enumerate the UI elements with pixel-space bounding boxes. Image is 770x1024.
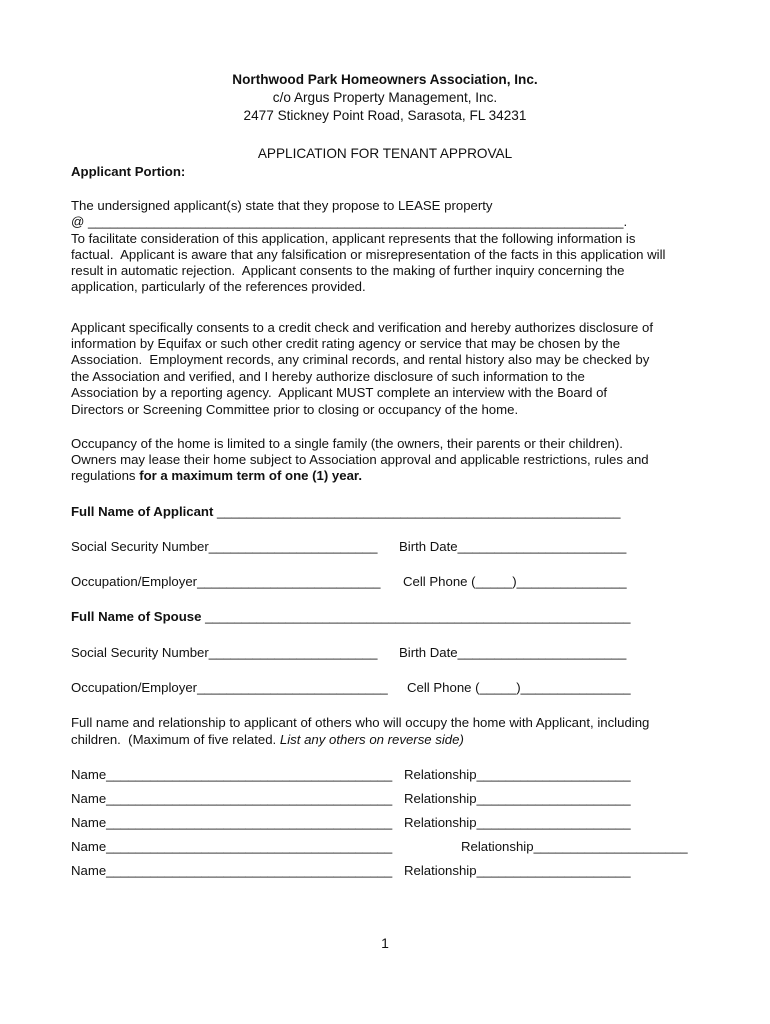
occupant-name-field[interactable]: Name_______________________________________ — [71, 767, 393, 782]
occupancy-line-text: regulations — [71, 468, 140, 483]
intro-line: The undersigned applicant(s) state that they propose to LEASE property — [71, 198, 493, 213]
intro-line: application, particularly of the references provided. — [71, 279, 366, 294]
org-name: Northwood Park Homeowners Association, Inc. — [232, 72, 538, 87]
occupants-line — [71, 731, 464, 748]
applicant-full-name-label: Full Name of Applicant — [71, 504, 214, 519]
applicant-full-name-field[interactable] — [71, 503, 620, 520]
occupant-name-field[interactable]: Name_______________________________________ — [71, 791, 393, 806]
spouse-cell-phone-field[interactable]: Cell Phone (_____)_______________ — [407, 680, 631, 695]
consent-line: Association. Employment records, any criminal records, and rental history also may be checked by — [71, 352, 650, 367]
spouse-full-name-field[interactable] — [71, 608, 631, 625]
consent-line: Association by a reporting agency. Applicant MUST complete an interview with the Board of — [71, 385, 608, 400]
occupant-relationship-field[interactable]: Relationship_____________________ — [404, 863, 631, 878]
reverse-side-note: List any others on reverse side) — [279, 732, 464, 747]
intro-line: result in automatic rejection. Applicant consents to the making of further inquiry concerning the — [71, 263, 625, 278]
property-address-blank[interactable]: @ _________________________________________________________________________. — [71, 214, 628, 229]
page-number: 1 — [381, 935, 389, 951]
occupancy-line — [71, 467, 362, 484]
occupant-relationship-field[interactable]: Relationship_____________________ — [404, 815, 631, 830]
occupant-relationship-field[interactable]: Relationship_____________________ — [404, 791, 631, 806]
consent-line: Applicant specifically consents to a credit check and verification and hereby authorizes disclosure of — [71, 320, 654, 335]
applicant-cell-phone-field[interactable]: Cell Phone (_____)_______________ — [403, 574, 627, 589]
consent-line: Directors or Screening Committee prior to closing or occupancy of the home. — [71, 402, 519, 417]
consent-line: the Association and verified, and I hereby authorize disclosure of such information to the — [71, 369, 585, 384]
occupant-relationship-field[interactable]: Relationship_____________________ — [404, 767, 631, 782]
occupant-relationship-field[interactable]: Relationship_____________________ — [461, 839, 688, 854]
applicant-occupation-field[interactable]: Occupation/Employer_________________________ — [71, 574, 381, 589]
applicant-portion-label: Applicant Portion: — [71, 164, 186, 179]
address-line: 2477 Stickney Point Road, Sarasota, FL 34231 — [243, 108, 527, 123]
occupant-name-field[interactable]: Name_______________________________________ — [71, 863, 393, 878]
spouse-ssn-field[interactable]: Social Security Number_______________________ — [71, 645, 378, 660]
intro-line: factual. Applicant is aware that any falsification or misrepresentation of the facts in this application will — [71, 247, 666, 262]
spouse-full-name-blank[interactable]: __________________________________________________________ — [201, 609, 631, 624]
consent-line: information by Equifax or such other credit rating agency or service that may be chosen by the — [71, 336, 621, 351]
applicant-full-name-blank[interactable]: _______________________________________________________ — [213, 504, 621, 519]
occupancy-line: Occupancy of the home is limited to a single family (the owners, their parents or their children). — [71, 436, 623, 451]
occupants-line-text: children. (Maximum of five related. — [71, 732, 280, 747]
applicant-birth-date-field[interactable]: Birth Date_______________________ — [399, 539, 627, 554]
occupants-line: Full name and relationship to applicant of others who will occupy the home with Applicant, including — [71, 715, 650, 730]
maximum-term-text: for a maximum term of one (1) year. — [139, 468, 362, 483]
care-of-line: c/o Argus Property Management, Inc. — [272, 90, 498, 105]
spouse-full-name-label: Full Name of Spouse — [71, 609, 202, 624]
occupant-name-field[interactable]: Name_______________________________________ — [71, 815, 393, 830]
occupancy-line: Owners may lease their home subject to Association approval and applicable restrictions, rules and — [71, 452, 649, 467]
applicant-ssn-field[interactable]: Social Security Number_______________________ — [71, 539, 378, 554]
form-title: APPLICATION FOR TENANT APPROVAL — [257, 146, 513, 161]
occupant-name-field[interactable]: Name_______________________________________ — [71, 839, 393, 854]
spouse-birth-date-field[interactable]: Birth Date_______________________ — [399, 645, 627, 660]
intro-line: To facilitate consideration of this application, applicant represents that the following information is — [71, 231, 636, 246]
spouse-occupation-field[interactable]: Occupation/Employer__________________________ — [71, 680, 388, 695]
